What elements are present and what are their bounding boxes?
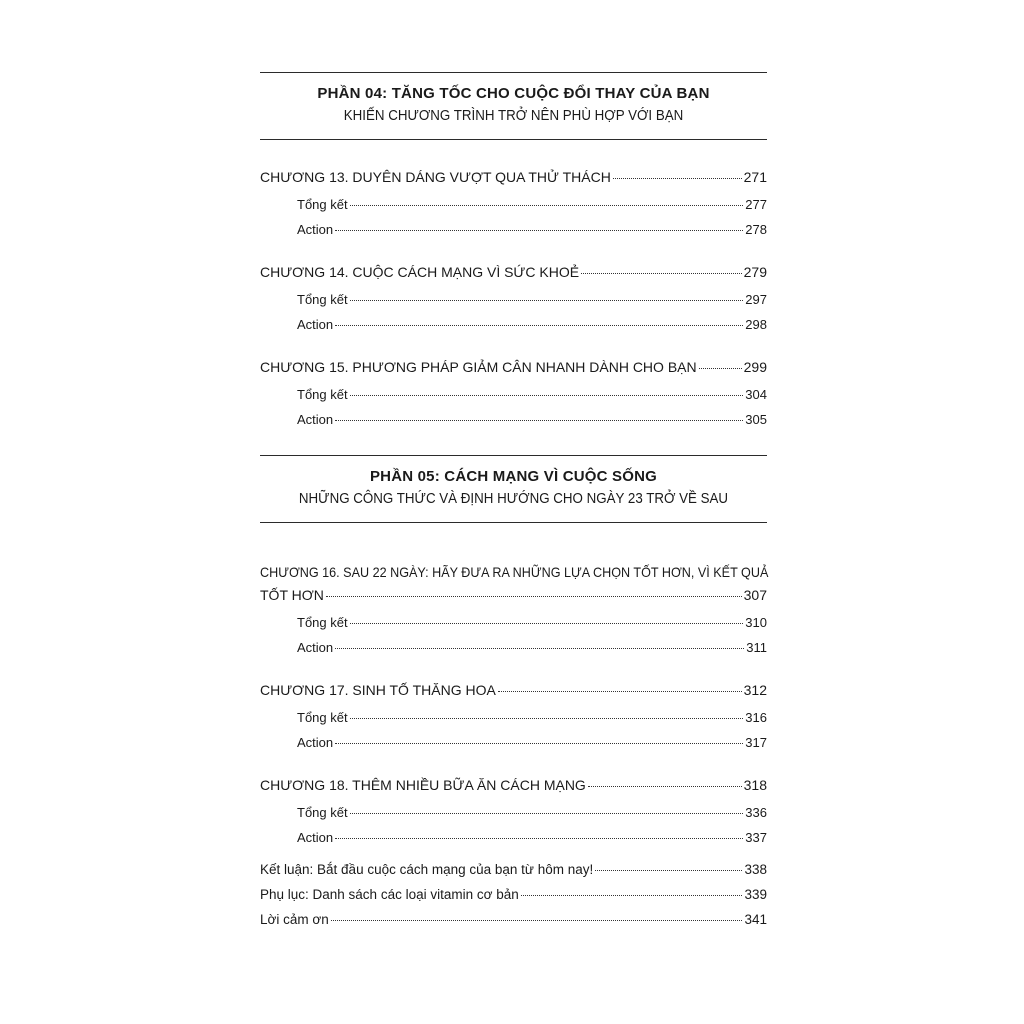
chapter-label-line1[interactable]: CHƯƠNG 16. SAU 22 NGÀY: HÃY ĐƯA RA NHỮNG LỰA CHỌN TỐT HƠN, VÌ KẾT QUẢ: [260, 564, 769, 580]
part-05-chapters: [260, 523, 767, 847]
end-matter: [260, 847, 767, 929]
dot-leader: [335, 230, 743, 231]
page-number: 297: [745, 292, 767, 307]
toc-acknowledgements[interactable]: [260, 911, 767, 929]
part-subtitle: KHIẾN CHƯƠNG TRÌNH TRỞ NÊN PHÙ HỢP VỚI BẠN: [343, 108, 684, 124]
sub-label: Tổng kết: [297, 197, 348, 212]
page-number: 336: [745, 805, 767, 820]
toc-chapter-16[interactable]: [260, 586, 767, 604]
sub-label: Tổng kết: [297, 387, 348, 402]
dot-leader: [521, 895, 743, 896]
toc-sub-summary[interactable]: [260, 614, 767, 632]
page-number: 338: [744, 862, 767, 877]
toc-chapter-14[interactable]: [260, 263, 767, 281]
dot-leader: [498, 691, 742, 692]
page-number: 312: [743, 682, 767, 698]
sub-label: Tổng kết: [297, 710, 348, 725]
part-title: PHẦN 05: CÁCH MẠNG VÌ CUỘC SỐNG: [369, 468, 658, 485]
toc-sub-action[interactable]: [260, 316, 767, 334]
entry-label: Phụ lục: Danh sách các loại vitamin cơ bản: [260, 887, 519, 902]
sub-label: Tổng kết: [297, 292, 348, 307]
entry-label: Kết luận: Bắt đầu cuộc cách mạng của bạn từ hôm nay!: [260, 862, 594, 877]
sub-label: Tổng kết: [297, 615, 348, 630]
page-number: 307: [743, 587, 767, 603]
part-04-chapters: [260, 140, 767, 429]
sub-label: Action: [297, 640, 334, 655]
dot-leader: [595, 870, 742, 871]
toc-appendix[interactable]: [260, 886, 767, 904]
dot-leader: [326, 596, 742, 597]
dot-leader: [350, 395, 744, 396]
toc-conclusion[interactable]: [260, 861, 767, 879]
dot-leader: [335, 648, 744, 649]
part-05-header: [260, 456, 767, 522]
toc-sub-summary[interactable]: [260, 291, 767, 309]
toc-chapter-15[interactable]: [260, 358, 767, 376]
page-number: 317: [745, 735, 767, 750]
toc-sub-summary[interactable]: [260, 709, 767, 727]
dot-leader: [613, 178, 742, 179]
page-number: 277: [745, 197, 767, 212]
sub-label: Tổng kết: [297, 805, 348, 820]
sub-label: Action: [297, 317, 334, 332]
chapter-label: CHƯƠNG 15. PHƯƠNG PHÁP GIẢM CÂN NHANH DÀNH CHO BẠN: [260, 359, 697, 375]
page-number: 299: [743, 359, 767, 375]
sub-label: Action: [297, 735, 334, 750]
toc-sub-summary[interactable]: [260, 804, 767, 822]
page-number: 341: [744, 912, 767, 927]
chapter-label: CHƯƠNG 14. CUỘC CÁCH MẠNG VÌ SỨC KHOẺ: [260, 264, 580, 280]
toc-sub-summary[interactable]: [260, 196, 767, 214]
dot-leader: [335, 743, 743, 744]
page-number: 271: [743, 169, 767, 185]
page-number: 337: [745, 830, 767, 845]
dot-leader: [350, 300, 744, 301]
toc-sub-action[interactable]: [260, 411, 767, 429]
chapter-label: CHƯƠNG 18. THÊM NHIỀU BỮA ĂN CÁCH MẠNG: [260, 777, 586, 793]
toc-chapter-13[interactable]: [260, 168, 767, 186]
chapter-label: CHƯƠNG 13. DUYÊN DÁNG VƯỢT QUA THỬ THÁCH: [260, 169, 611, 185]
dot-leader: [699, 368, 742, 369]
chapter-label: TỐT HƠN: [260, 587, 324, 603]
page-number: 278: [745, 222, 767, 237]
toc-sub-summary[interactable]: [260, 386, 767, 404]
sub-label: Action: [297, 412, 334, 427]
toc-chapter-17[interactable]: [260, 681, 767, 699]
dot-leader: [350, 623, 744, 624]
toc-sub-action[interactable]: [260, 221, 767, 239]
sub-label: Action: [297, 830, 334, 845]
page-number: 311: [746, 640, 767, 655]
part-title: PHẦN 04: TĂNG TỐC CHO CUỘC ĐỔI THAY CỦA BẠN: [317, 85, 710, 102]
dot-leader: [335, 325, 743, 326]
page-number: 339: [744, 887, 767, 902]
dot-leader: [335, 838, 743, 839]
sub-label: Action: [297, 222, 334, 237]
part-subtitle: NHỮNG CÔNG THỨC VÀ ĐỊNH HƯỚNG CHO NGÀY 23 TRỞ VỀ SAU: [298, 491, 729, 507]
part-04-header: [260, 73, 767, 139]
toc-sub-action[interactable]: [260, 734, 767, 752]
dot-leader: [331, 920, 743, 921]
page-number: 298: [745, 317, 767, 332]
page-number: 318: [743, 777, 767, 793]
page-number: 279: [743, 264, 767, 280]
page-number: 310: [745, 615, 767, 630]
page-number: 305: [745, 412, 767, 427]
toc-chapter-18[interactable]: [260, 776, 767, 794]
dot-leader: [350, 205, 744, 206]
entry-label: Lời cảm ơn: [260, 912, 329, 927]
toc-sub-action[interactable]: [260, 829, 767, 847]
table-of-contents: [260, 60, 767, 929]
toc-sub-action[interactable]: [260, 639, 767, 657]
dot-leader: [350, 813, 744, 814]
dot-leader: [335, 420, 743, 421]
page-number: 304: [745, 387, 767, 402]
dot-leader: [581, 273, 742, 274]
chapter-label: CHƯƠNG 17. SINH TỐ THĂNG HOA: [260, 682, 496, 698]
dot-leader: [588, 786, 742, 787]
page-number: 316: [745, 710, 767, 725]
dot-leader: [350, 718, 744, 719]
